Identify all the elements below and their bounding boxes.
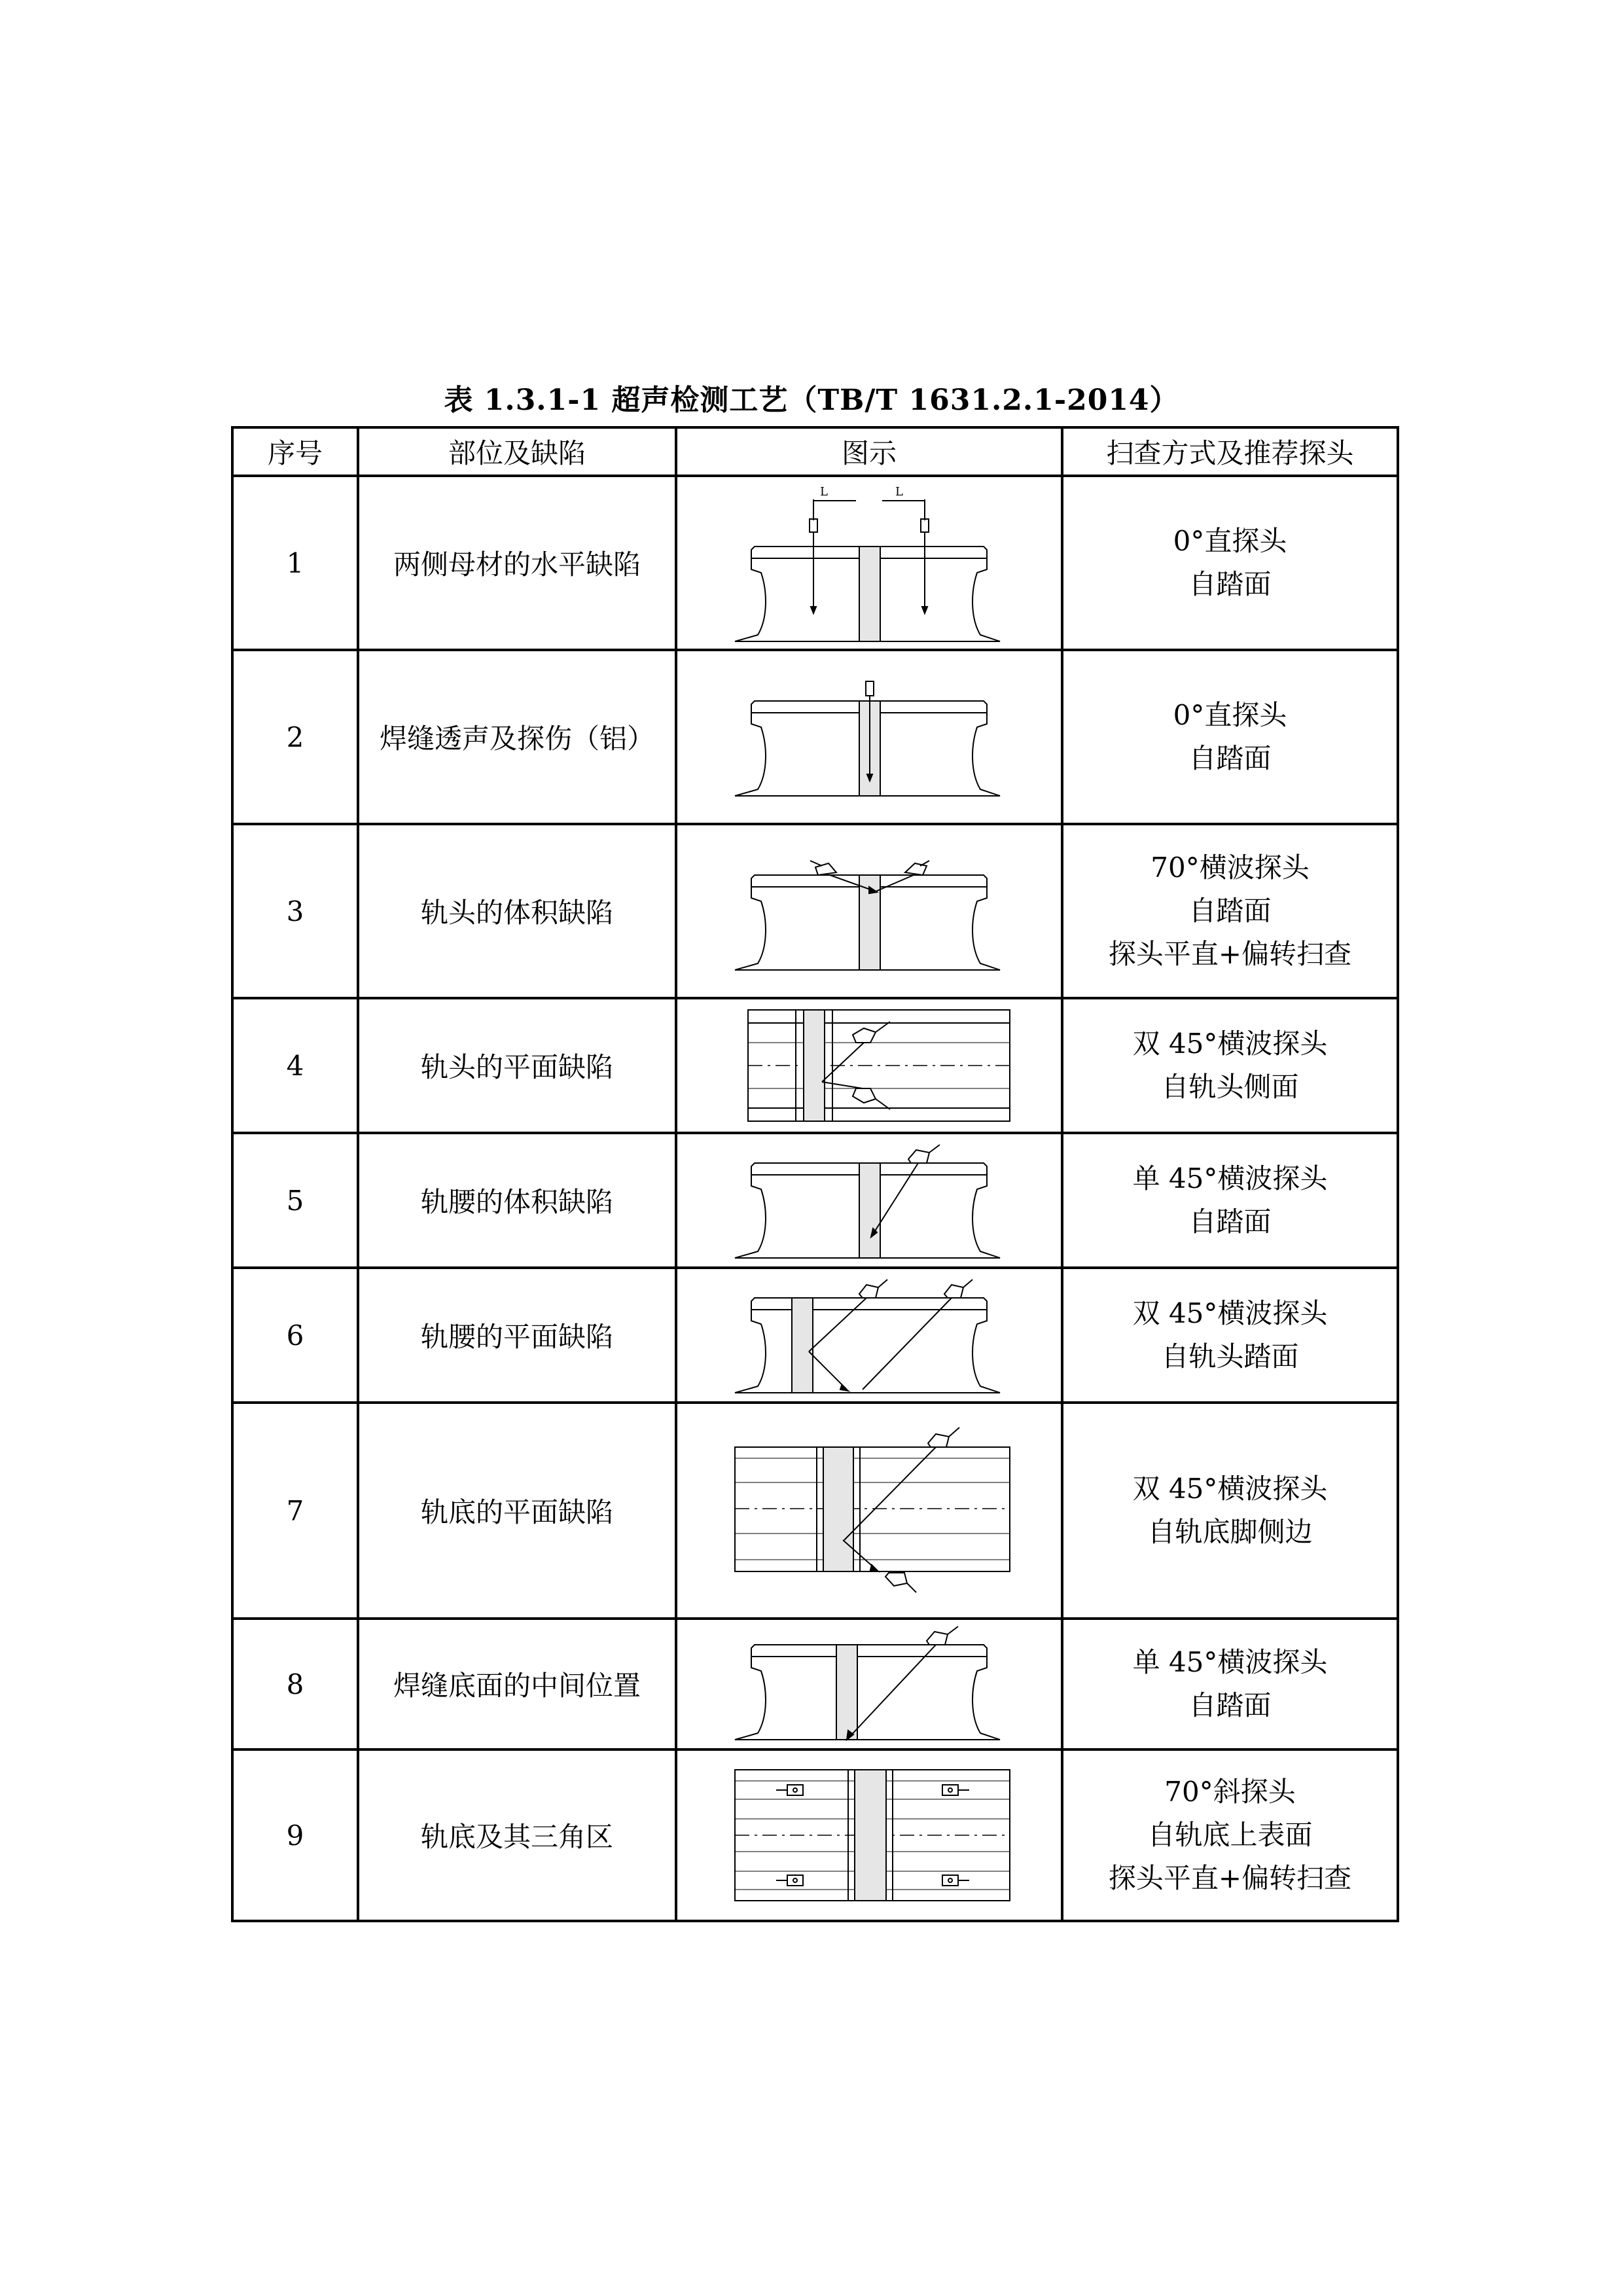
rail-side-view-diagram — [719, 836, 1020, 986]
method-line: 自踏面 — [1188, 895, 1272, 927]
method-line: 双 45°横波探头 — [1132, 1028, 1328, 1060]
table-row — [232, 824, 1398, 998]
dimension-label: L — [820, 485, 828, 499]
table-row — [232, 1133, 1398, 1268]
ultrasonic-inspection-table — [231, 426, 1399, 1922]
row-figure — [676, 1619, 1062, 1749]
row-figure — [676, 998, 1062, 1133]
row-figure — [676, 1403, 1062, 1619]
row-number: 1 — [232, 476, 358, 650]
rail-foot-top-view-diagram — [719, 1760, 1020, 1910]
row-figure — [676, 476, 1062, 650]
method-line: 自轨头踏面 — [1161, 1340, 1299, 1372]
method-line: 探头平直+偏转扫查 — [1108, 1862, 1352, 1894]
method-line: 0°直探头 — [1173, 699, 1287, 731]
dimension-label: L — [895, 485, 903, 499]
method-line: 自轨底脚侧边 — [1147, 1516, 1313, 1548]
method-line: 70°横波探头 — [1150, 852, 1310, 884]
method-line: 70°斜探头 — [1164, 1776, 1296, 1808]
row-figure — [676, 1268, 1062, 1403]
method-line: 自踏面 — [1188, 742, 1272, 774]
row-location: 焊缝底面的中间位置 — [358, 1619, 676, 1749]
method-line: 自踏面 — [1188, 568, 1272, 600]
table-row — [232, 1268, 1398, 1403]
rail-side-view-diagram — [719, 481, 1020, 645]
row-figure — [676, 824, 1062, 998]
row-number: 7 — [232, 1403, 358, 1619]
row-location: 轨底及其三角区 — [358, 1749, 676, 1921]
rail-side-view-diagram — [719, 1137, 1020, 1265]
header-no: 序号 — [232, 427, 358, 476]
rail-side-view-diagram — [719, 1622, 1020, 1746]
method-line: 双 45°横波探头 — [1132, 1297, 1328, 1329]
row-number: 5 — [232, 1133, 358, 1268]
row-location: 轨腰的体积缺陷 — [358, 1133, 676, 1268]
row-method — [1062, 1749, 1398, 1921]
row-number: 2 — [232, 650, 358, 824]
method-line: 自轨头侧面 — [1161, 1071, 1299, 1103]
method-line: 自踏面 — [1188, 1689, 1272, 1721]
row-method — [1062, 1268, 1398, 1403]
header-location: 部位及缺陷 — [358, 427, 676, 476]
header-method: 扫查方式及推荐探头 — [1062, 427, 1398, 476]
table-row — [232, 1403, 1398, 1619]
method-line: 双 45°横波探头 — [1132, 1473, 1328, 1505]
row-method — [1062, 1403, 1398, 1619]
method-line: 自踏面 — [1188, 1206, 1272, 1238]
row-figure — [676, 1133, 1062, 1268]
row-method — [1062, 476, 1398, 650]
rail-side-view-diagram — [719, 1272, 1020, 1399]
rail-top-view-diagram — [719, 1003, 1020, 1128]
row-method — [1062, 998, 1398, 1133]
row-method — [1062, 824, 1398, 998]
method-line: 单 45°横波探头 — [1132, 1646, 1328, 1678]
method-line: 自轨底上表面 — [1147, 1819, 1313, 1851]
row-location: 轨头的平面缺陷 — [358, 998, 676, 1133]
header-row — [232, 427, 1398, 476]
row-location: 轨底的平面缺陷 — [358, 1403, 676, 1619]
table-row — [232, 1749, 1398, 1921]
method-line: 0°直探头 — [1173, 525, 1287, 557]
row-number: 3 — [232, 824, 358, 998]
row-location: 两侧母材的水平缺陷 — [358, 476, 676, 650]
table-caption: 表 1.3.1-1 超声检测工艺（TB/T 1631.2.1-2014） — [444, 384, 1179, 417]
row-number: 4 — [232, 998, 358, 1133]
method-line: 探头平直+偏转扫查 — [1108, 938, 1352, 970]
row-figure — [676, 650, 1062, 824]
table-row — [232, 476, 1398, 650]
row-method — [1062, 1619, 1398, 1749]
table-row — [232, 1619, 1398, 1749]
row-method — [1062, 650, 1398, 824]
row-number: 8 — [232, 1619, 358, 1749]
table-row — [232, 998, 1398, 1133]
row-location: 轨头的体积缺陷 — [358, 824, 676, 998]
method-line: 单 45°横波探头 — [1132, 1162, 1328, 1194]
row-number: 6 — [232, 1268, 358, 1403]
header-figure: 图示 — [676, 427, 1062, 476]
row-location: 焊缝透声及探伤（铝） — [358, 650, 676, 824]
row-method — [1062, 1133, 1398, 1268]
row-number: 9 — [232, 1749, 358, 1921]
table-row — [232, 650, 1398, 824]
rail-side-view-diagram — [719, 662, 1020, 812]
row-figure — [676, 1749, 1062, 1921]
rail-foot-top-view-diagram — [719, 1409, 1020, 1612]
row-location: 轨腰的平面缺陷 — [358, 1268, 676, 1403]
